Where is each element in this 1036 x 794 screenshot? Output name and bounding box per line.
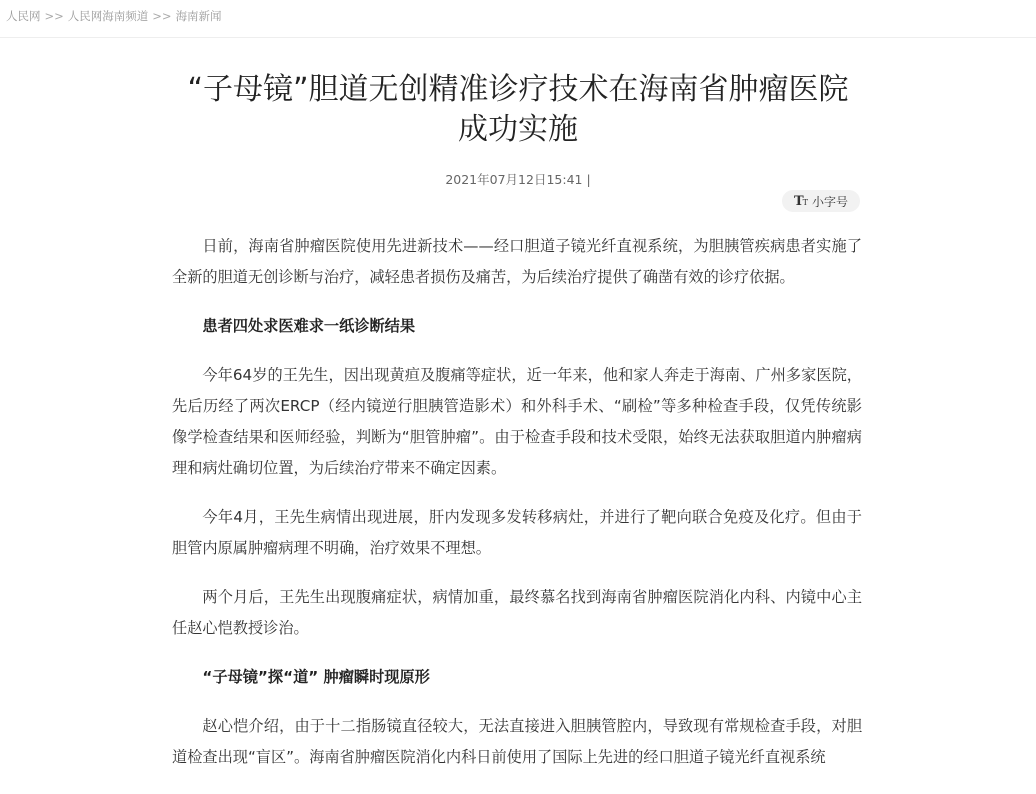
top-bar xyxy=(0,0,1036,38)
breadcrumb xyxy=(6,8,222,24)
article-paragraph: 日前，海南省肿瘤医院使用先进新技术——经口胆道子镜光纤直视系统，为胆胰管疾病患者实施了全新的胆道无创诊断与治疗，减轻患者损伤及痛苦，为后续治疗提供了确凿有效的诊疗依据。 xyxy=(172,237,862,286)
breadcrumb-separator: >> xyxy=(152,9,172,23)
article-paragraph: 今年4月，王先生病情出现进展，肝内发现多发转移病灶，并进行了靶向联合免疫及化疗。但由于胆管内原属肿瘤病理不明确，治疗效果不理想。 xyxy=(172,508,862,557)
article-paragraph: 赵心恺介绍，由于十二指肠镜直径较大，无法直接进入胆胰管腔内，导致现有常规检查手段，对胆道检查出现“盲区”。海南省肿瘤医院消化内科日前使用了国际上先进的经口胆道子镜光纤直视系统 xyxy=(172,717,862,766)
font-size-toggle-button[interactable] xyxy=(782,190,860,212)
font-size-icon: TT xyxy=(793,193,807,209)
article-body xyxy=(172,231,862,791)
font-size-toggle-label: 小字号 xyxy=(812,194,849,209)
article-datetime: 2021年07月12日15:41 | xyxy=(445,172,591,187)
breadcrumb-link-hainan-news[interactable]: 海南新闻 xyxy=(175,9,222,23)
breadcrumb-link-hainan-channel[interactable]: 人民网海南频道 xyxy=(67,9,149,23)
article-subheading: 患者四处求医难求一纸诊断结果 xyxy=(202,317,416,335)
article-title: “子母镜”胆道无创精准诊疗技术在海南省肿瘤医院成功实施 xyxy=(187,72,849,147)
breadcrumb-separator: >> xyxy=(44,9,64,23)
article-subheading: “子母镜”探“道” 肿瘤瞬时现原形 xyxy=(202,668,430,686)
article-paragraph: 两个月后，王先生出现腹痛症状，病情加重，最终慕名找到海南省肿瘤医院消化内科、内镜中心主任赵心恺教授诊治。 xyxy=(172,588,862,637)
breadcrumb-link-people[interactable]: 人民网 xyxy=(6,9,41,23)
article-paragraph: 今年64岁的王先生，因出现黄疸及腹痛等症状，近一年来，他和家人奔走于海南、广州多家医院，先后历经了两次ERCP（经内镜逆行胆胰管造影术）和外科手术、“刷检”等多种检查手段，仅凭传统影像学检查结果和医师经验，判断为“胆管肿瘤”。由于检查手段和技术受限，始终无法获取胆道内肿瘤病理和病灶确切位置，为后续治疗带来不确定因素。 xyxy=(172,366,862,477)
